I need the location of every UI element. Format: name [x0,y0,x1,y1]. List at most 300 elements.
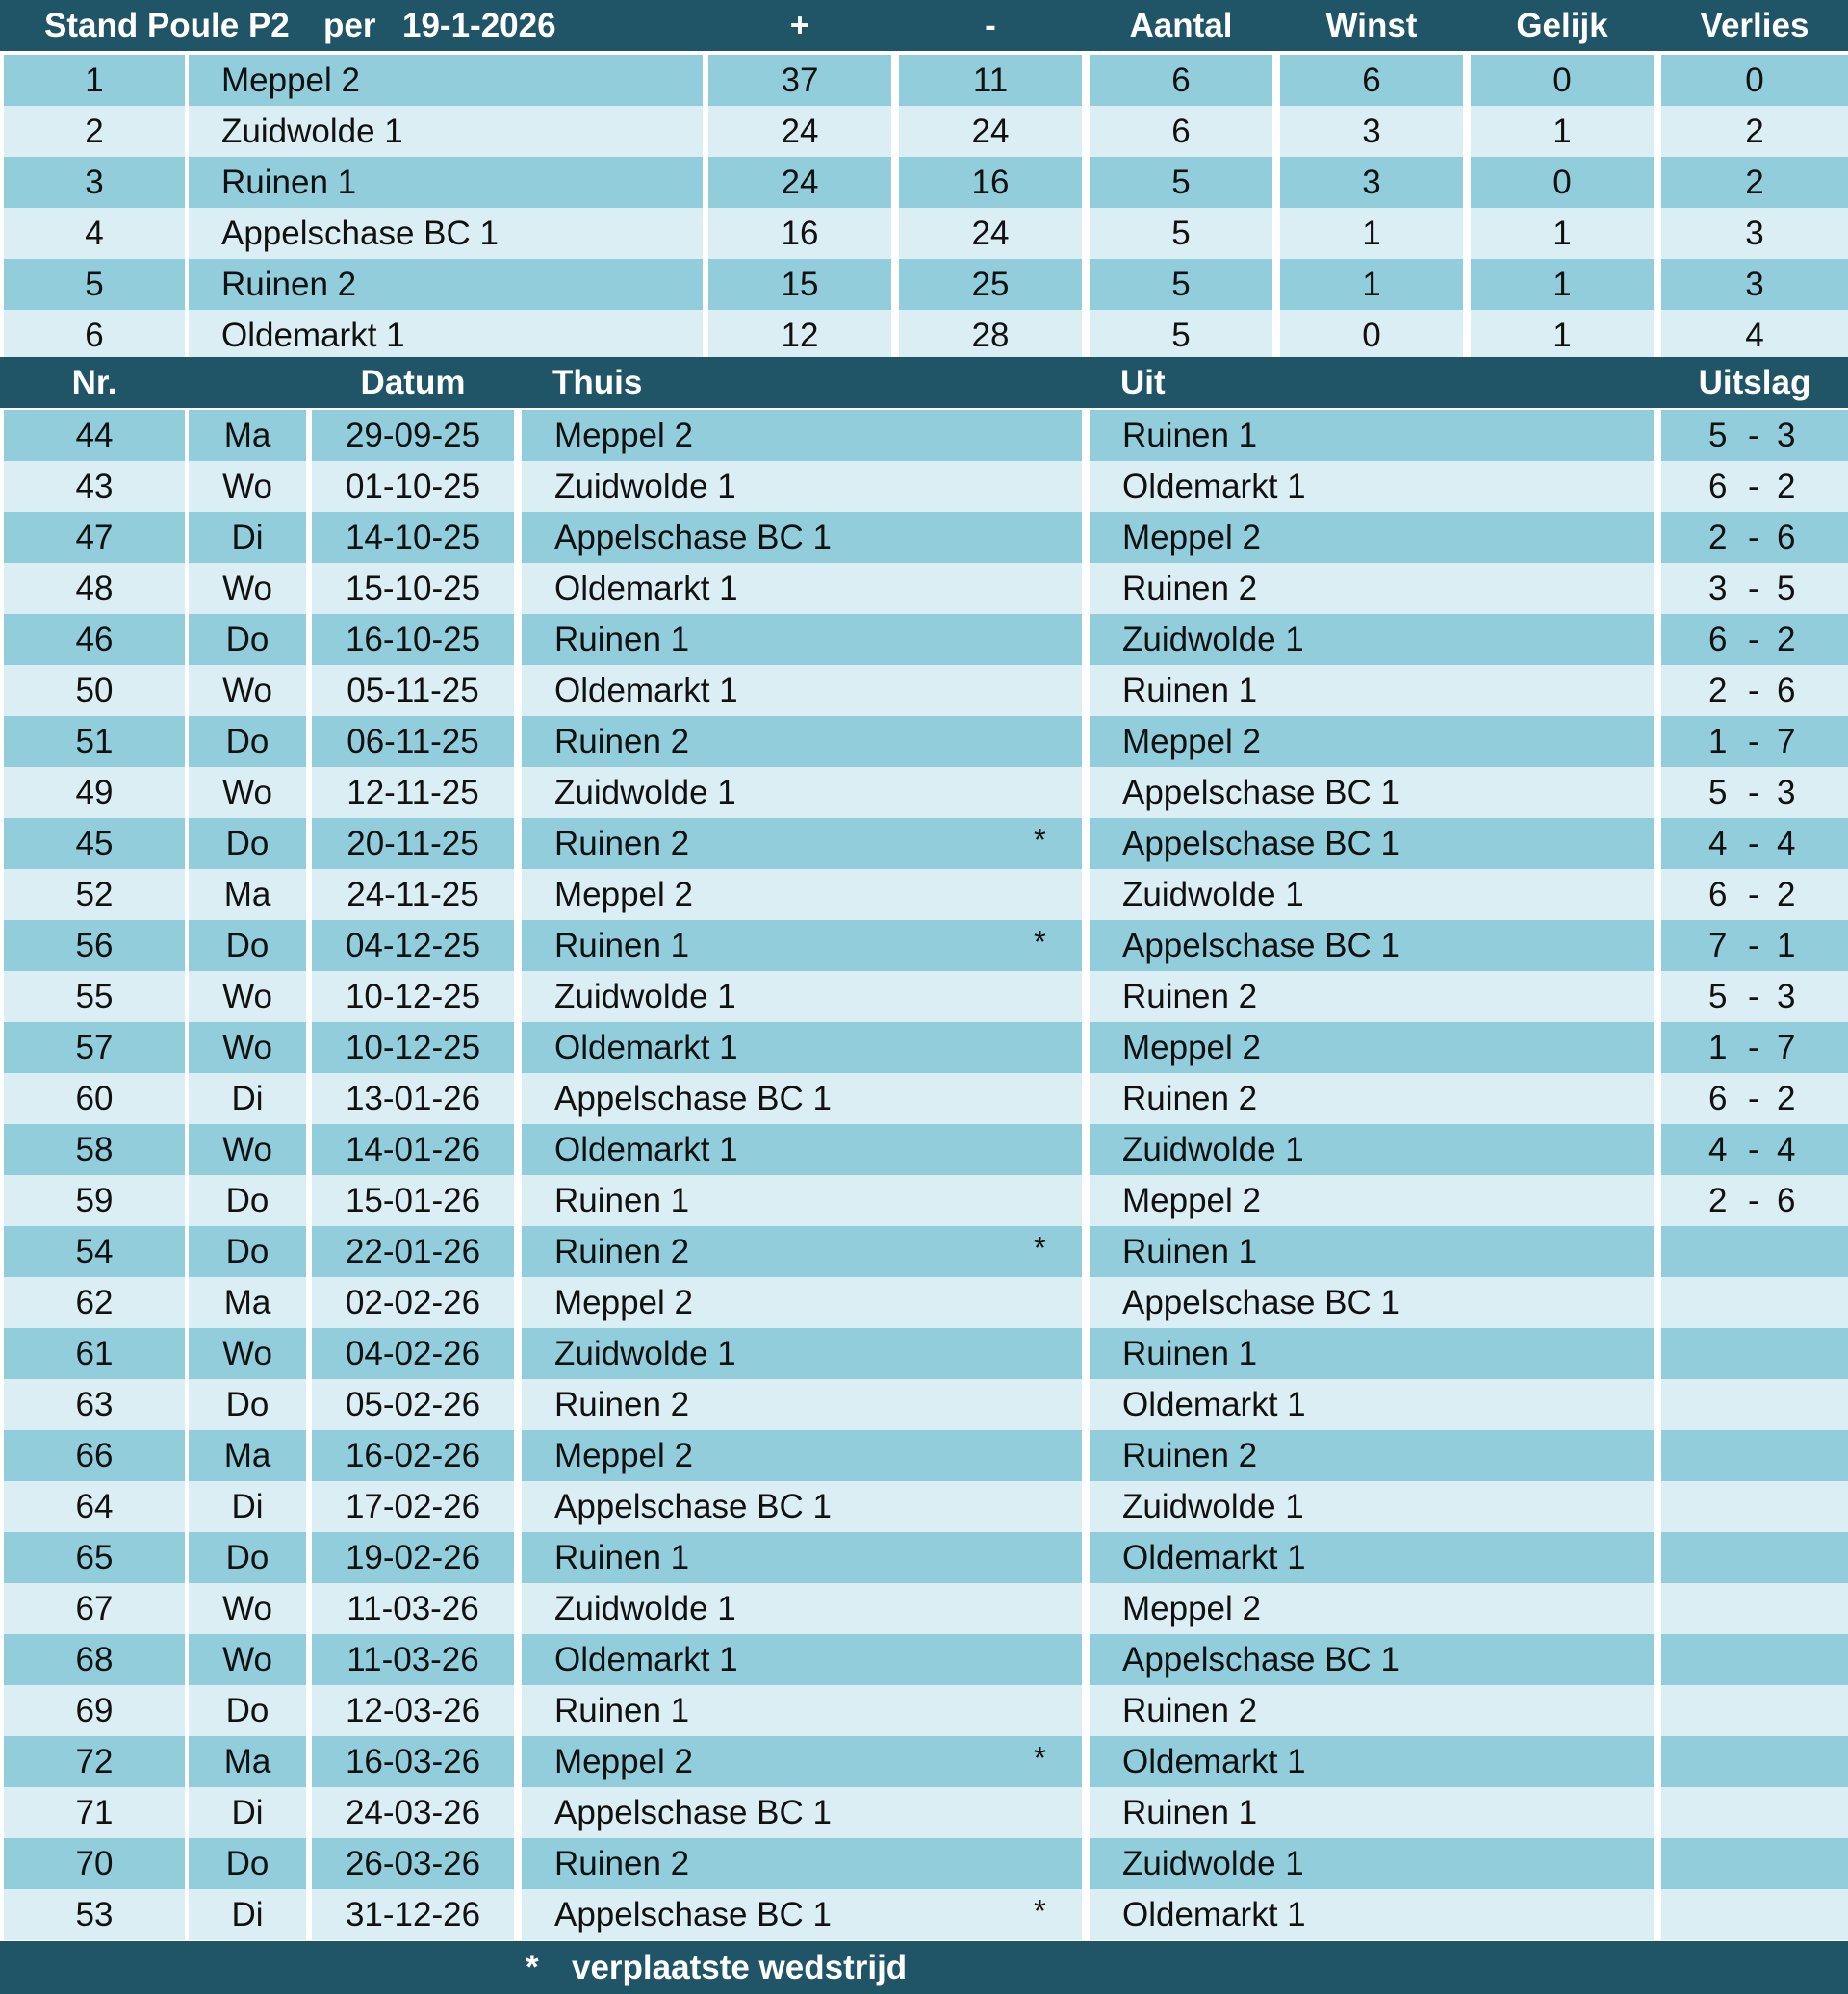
match-result [1661,767,1848,818]
match-date: 04-02-26 [312,1328,514,1379]
match-result [1661,614,1848,665]
match-nr: 69 [4,1685,185,1736]
standings-gelijk: 1 [1471,259,1654,310]
standings-plus: 16 [708,208,891,259]
match-nr: 71 [4,1787,185,1838]
match-away: Meppel 2 [1090,716,1654,767]
match-home: Oldemarkt 1 [522,665,1082,716]
result-away-score: 4 [1777,825,1796,862]
match-result [1661,1328,1848,1379]
result-home-score: 5 [1708,774,1728,811]
match-day: Do [189,1175,306,1226]
standings-team: Appelschase BC 1 [189,208,703,259]
match-away: Ruinen 2 [1090,1073,1654,1124]
match-row [0,512,1848,563]
match-result [1661,869,1848,920]
match-row [0,1532,1848,1583]
standings-gelijk: 1 [1471,310,1654,361]
match-date: 14-01-26 [312,1124,514,1175]
result-home-score: 7 [1708,927,1728,964]
match-away: Oldemarkt 1 [1090,1736,1654,1787]
match-date: 13-01-26 [312,1073,514,1124]
match-home: Ruinen 1 [522,920,1082,971]
match-nr: 50 [4,665,185,716]
match-date: 16-10-25 [312,614,514,665]
match-date: 20-11-25 [312,818,514,869]
standings-pos: 6 [4,310,185,361]
result-home-score: 6 [1708,621,1728,658]
match-away: Zuidwolde 1 [1090,614,1654,665]
match-row [0,1022,1848,1073]
match-home: Zuidwolde 1 [522,461,1082,512]
match-nr: 54 [4,1226,185,1277]
standings-verlies: 2 [1661,106,1848,157]
standings-aantal: 6 [1090,106,1272,157]
match-row [0,1838,1848,1889]
match-date: 29-09-25 [312,410,514,461]
standings-minus: 11 [899,55,1082,106]
match-away: Oldemarkt 1 [1090,1532,1654,1583]
match-day: Ma [189,869,306,920]
match-day: Do [189,716,306,767]
match-away: Ruinen 1 [1090,410,1654,461]
standings-winst: 0 [1280,310,1463,361]
match-day: Do [189,1685,306,1736]
footer-note: verplaatste wedstrijd [572,1949,908,1986]
match-row [0,1379,1848,1430]
match-date: 02-02-26 [312,1277,514,1328]
standings-winst: 1 [1280,208,1463,259]
match-result [1661,1379,1848,1430]
standings-aantal: 5 [1090,208,1272,259]
match-date: 15-01-26 [312,1175,514,1226]
match-date: 11-03-26 [312,1583,514,1634]
match-away: Zuidwolde 1 [1090,869,1654,920]
result-separator: - [1748,468,1759,505]
match-result [1661,1124,1848,1175]
match-nr: 52 [4,869,185,920]
standings-team: Meppel 2 [189,55,703,106]
match-result [1661,1736,1848,1787]
result-separator: - [1748,825,1759,862]
standings-title: Stand Poule P2 [44,7,290,44]
header-plus: + [789,7,810,44]
match-day: Do [189,1226,306,1277]
match-result [1661,1838,1848,1889]
match-row [0,1124,1848,1175]
match-day: Do [189,614,306,665]
match-nr: 68 [4,1634,185,1685]
header-minus: - [985,7,996,44]
match-home: Meppel 2 [522,1736,1082,1787]
result-away-score: 2 [1777,468,1796,505]
result-away-score: 2 [1777,876,1796,913]
match-result [1661,1175,1848,1226]
result-separator: - [1748,723,1759,760]
standings-aantal: 5 [1090,259,1272,310]
match-date: 22-01-26 [312,1226,514,1277]
match-away: Meppel 2 [1090,1175,1654,1226]
match-nr: 70 [4,1838,185,1889]
match-home: Ruinen 1 [522,1685,1082,1736]
result-separator: - [1748,876,1759,913]
match-nr: 47 [4,512,185,563]
match-row [0,971,1848,1022]
match-row [0,1481,1848,1532]
match-date: 10-12-25 [312,971,514,1022]
match-home: Oldemarkt 1 [522,563,1082,614]
match-row [0,818,1848,869]
match-home: Meppel 2 [522,1277,1082,1328]
match-away: Meppel 2 [1090,512,1654,563]
moved-match-mark: * [1034,1230,1046,1265]
match-day: Ma [189,1736,306,1787]
result-separator: - [1748,1080,1759,1117]
match-row [0,1736,1848,1787]
match-nr: 57 [4,1022,185,1073]
result-home-score: 4 [1708,1131,1728,1168]
match-result [1661,1583,1848,1634]
match-result [1661,461,1848,512]
result-home-score: 1 [1708,723,1728,760]
standings-verlies: 2 [1661,157,1848,208]
match-date: 16-02-26 [312,1430,514,1481]
match-nr: 55 [4,971,185,1022]
match-date: 12-03-26 [312,1685,514,1736]
match-date: 24-03-26 [312,1787,514,1838]
match-away: Appelschase BC 1 [1090,920,1654,971]
match-away: Appelschase BC 1 [1090,818,1654,869]
result-away-score: 7 [1777,723,1796,760]
result-away-score: 6 [1777,672,1796,709]
result-away-score: 7 [1777,1029,1796,1066]
match-away: Ruinen 2 [1090,971,1654,1022]
match-day: Do [189,818,306,869]
match-home: Appelschase BC 1 [522,1889,1082,1940]
standings-row [0,310,1848,361]
match-date: 31-12-26 [312,1889,514,1940]
match-date: 04-12-25 [312,920,514,971]
match-home: Appelschase BC 1 [522,512,1082,563]
match-result [1661,1073,1848,1124]
header-gelijk: Gelijk [1516,7,1608,44]
match-day: Wo [189,767,306,818]
match-date: 26-03-26 [312,1838,514,1889]
standings-row [0,157,1848,208]
match-result [1661,920,1848,971]
header-verlies: Verlies [1700,7,1810,44]
match-day: Ma [189,410,306,461]
match-day: Wo [189,971,306,1022]
result-separator: - [1748,1182,1759,1219]
match-day: Do [189,920,306,971]
match-away: Ruinen 2 [1090,1685,1654,1736]
match-away: Ruinen 2 [1090,1430,1654,1481]
match-date: 11-03-26 [312,1634,514,1685]
match-row [0,920,1848,971]
standings-row [0,55,1848,106]
match-day: Do [189,1532,306,1583]
match-result [1661,410,1848,461]
match-row [0,1277,1848,1328]
match-nr: 64 [4,1481,185,1532]
header-datum: Datum [360,364,466,401]
result-home-score: 6 [1708,468,1728,505]
match-day: Wo [189,1634,306,1685]
match-nr: 67 [4,1583,185,1634]
match-home: Appelschase BC 1 [522,1481,1082,1532]
match-row [0,1175,1848,1226]
standings-team: Ruinen 2 [189,259,703,310]
result-home-score: 2 [1708,1182,1728,1219]
match-home: Zuidwolde 1 [522,971,1082,1022]
match-home: Ruinen 2 [522,716,1082,767]
match-day: Wo [189,1583,306,1634]
match-away: Appelschase BC 1 [1090,767,1654,818]
result-separator: - [1748,672,1759,709]
header-winst: Winst [1325,7,1418,44]
standings-pos: 4 [4,208,185,259]
match-home: Ruinen 1 [522,1532,1082,1583]
match-row [0,1634,1848,1685]
result-home-score: 5 [1708,978,1728,1015]
match-result [1661,1226,1848,1277]
match-day: Wo [189,1124,306,1175]
standings-verlies: 3 [1661,259,1848,310]
standings-winst: 3 [1280,157,1463,208]
match-home: Zuidwolde 1 [522,1583,1082,1634]
match-result [1661,1787,1848,1838]
match-away: Oldemarkt 1 [1090,1889,1654,1940]
match-date: 05-02-26 [312,1379,514,1430]
match-away: Zuidwolde 1 [1090,1838,1654,1889]
match-result [1661,1022,1848,1073]
result-away-score: 6 [1777,1182,1796,1219]
standings-gelijk: 0 [1471,55,1654,106]
standings-plus: 24 [708,106,891,157]
match-nr: 65 [4,1532,185,1583]
match-row [0,1583,1848,1634]
standings-minus: 25 [899,259,1082,310]
match-nr: 66 [4,1430,185,1481]
match-row [0,665,1848,716]
footer-mark: * [526,1949,539,1986]
match-home: Zuidwolde 1 [522,767,1082,818]
match-day: Do [189,1379,306,1430]
standings-row [0,208,1848,259]
match-row [0,1226,1848,1277]
match-nr: 49 [4,767,185,818]
match-nr: 62 [4,1277,185,1328]
header-uitslag: Uitslag [1698,364,1811,401]
standings-plus: 15 [708,259,891,310]
result-home-score: 6 [1708,876,1728,913]
standings-winst: 6 [1280,55,1463,106]
match-date: 10-12-25 [312,1022,514,1073]
match-date: 05-11-25 [312,665,514,716]
match-home: Ruinen 1 [522,614,1082,665]
match-day: Do [189,1838,306,1889]
match-result [1661,818,1848,869]
match-away: Appelschase BC 1 [1090,1277,1654,1328]
standings-pos: 3 [4,157,185,208]
match-date: 14-10-25 [312,512,514,563]
match-nr: 53 [4,1889,185,1940]
result-separator: - [1748,570,1759,607]
match-nr: 61 [4,1328,185,1379]
match-row [0,1430,1848,1481]
standings-minus: 16 [899,157,1082,208]
moved-match-mark: * [1034,1740,1046,1776]
match-day: Wo [189,461,306,512]
match-row [0,1685,1848,1736]
match-day: Di [189,1787,306,1838]
match-result [1661,512,1848,563]
standings-row [0,259,1848,310]
header-uit: Uit [1120,364,1166,401]
standings-pos: 1 [4,55,185,106]
result-home-score: 3 [1708,570,1728,607]
match-day: Wo [189,665,306,716]
match-date: 06-11-25 [312,716,514,767]
match-away: Meppel 2 [1090,1022,1654,1073]
match-home: Meppel 2 [522,1430,1082,1481]
standings-aantal: 5 [1090,157,1272,208]
match-result [1661,716,1848,767]
match-result [1661,1532,1848,1583]
match-away: Ruinen 1 [1090,1787,1654,1838]
match-day: Di [189,1889,306,1940]
header-aantal: Aantal [1129,7,1233,44]
match-nr: 45 [4,818,185,869]
match-result [1661,1277,1848,1328]
match-result [1661,1430,1848,1481]
standings-verlies: 4 [1661,310,1848,361]
match-date: 17-02-26 [312,1481,514,1532]
match-date: 19-02-26 [312,1532,514,1583]
match-result [1661,1685,1848,1736]
result-home-score: 6 [1708,1080,1728,1117]
result-away-score: 2 [1777,621,1796,658]
match-date: 12-11-25 [312,767,514,818]
match-away: Oldemarkt 1 [1090,1379,1654,1430]
match-row [0,410,1848,461]
match-nr: 72 [4,1736,185,1787]
match-row [0,869,1848,920]
match-nr: 48 [4,563,185,614]
standings-aantal: 5 [1090,310,1272,361]
match-day: Di [189,512,306,563]
match-home: Oldemarkt 1 [522,1022,1082,1073]
match-result [1661,563,1848,614]
result-separator: - [1748,774,1759,811]
result-separator: - [1748,927,1759,964]
result-away-score: 6 [1777,519,1796,556]
standings-gelijk: 0 [1471,157,1654,208]
match-result [1661,665,1848,716]
match-row [0,614,1848,665]
match-home: Appelschase BC 1 [522,1787,1082,1838]
match-away: Ruinen 1 [1090,1226,1654,1277]
standings-verlies: 0 [1661,55,1848,106]
standings-gelijk: 1 [1471,106,1654,157]
result-away-score: 4 [1777,1131,1796,1168]
match-away: Ruinen 1 [1090,1328,1654,1379]
match-day: Di [189,1481,306,1532]
match-away: Ruinen 1 [1090,665,1654,716]
match-away: Zuidwolde 1 [1090,1481,1654,1532]
match-home: Meppel 2 [522,869,1082,920]
match-home: Ruinen 1 [522,1175,1082,1226]
match-home: Zuidwolde 1 [522,1328,1082,1379]
match-away: Appelschase BC 1 [1090,1634,1654,1685]
standings-minus: 24 [899,208,1082,259]
match-day: Wo [189,1022,306,1073]
result-separator: - [1748,417,1759,454]
match-nr: 44 [4,410,185,461]
result-away-score: 2 [1777,1080,1796,1117]
result-away-score: 1 [1777,927,1796,964]
result-separator: - [1748,978,1759,1015]
result-away-score: 3 [1777,417,1796,454]
result-separator: - [1748,519,1759,556]
standings-plus: 37 [708,55,891,106]
schedule-header [0,357,1848,408]
match-home: Meppel 2 [522,410,1082,461]
standings-team: Zuidwolde 1 [189,106,703,157]
result-separator: - [1748,1131,1759,1168]
moved-match-mark: * [1034,924,1046,959]
match-away: Ruinen 2 [1090,563,1654,614]
match-row [0,461,1848,512]
match-result [1661,1889,1848,1940]
match-row [0,1073,1848,1124]
match-row [0,563,1848,614]
standings-plus: 12 [708,310,891,361]
standings-gelijk: 1 [1471,208,1654,259]
match-row [0,1889,1848,1940]
header-thuis: Thuis [552,364,643,401]
match-away: Meppel 2 [1090,1583,1654,1634]
match-home: Ruinen 2 [522,1379,1082,1430]
match-nr: 59 [4,1175,185,1226]
match-nr: 43 [4,461,185,512]
match-row [0,767,1848,818]
match-day: Ma [189,1430,306,1481]
result-home-score: 4 [1708,825,1728,862]
match-nr: 60 [4,1073,185,1124]
match-date: 24-11-25 [312,869,514,920]
match-day: Ma [189,1277,306,1328]
standings-aantal: 6 [1090,55,1272,106]
standings-team: Oldemarkt 1 [189,310,703,361]
match-nr: 58 [4,1124,185,1175]
match-row [0,1787,1848,1838]
match-row [0,716,1848,767]
result-home-score: 2 [1708,672,1728,709]
header-nr: Nr. [71,364,117,401]
standings-per-label: per [323,7,376,44]
match-away: Zuidwolde 1 [1090,1124,1654,1175]
match-nr: 46 [4,614,185,665]
match-home: Appelschase BC 1 [522,1073,1082,1124]
standings-date: 19-1-2026 [402,7,556,44]
match-away: Oldemarkt 1 [1090,461,1654,512]
match-result [1661,1634,1848,1685]
result-home-score: 1 [1708,1029,1728,1066]
match-nr: 51 [4,716,185,767]
standings-pos: 2 [4,106,185,157]
